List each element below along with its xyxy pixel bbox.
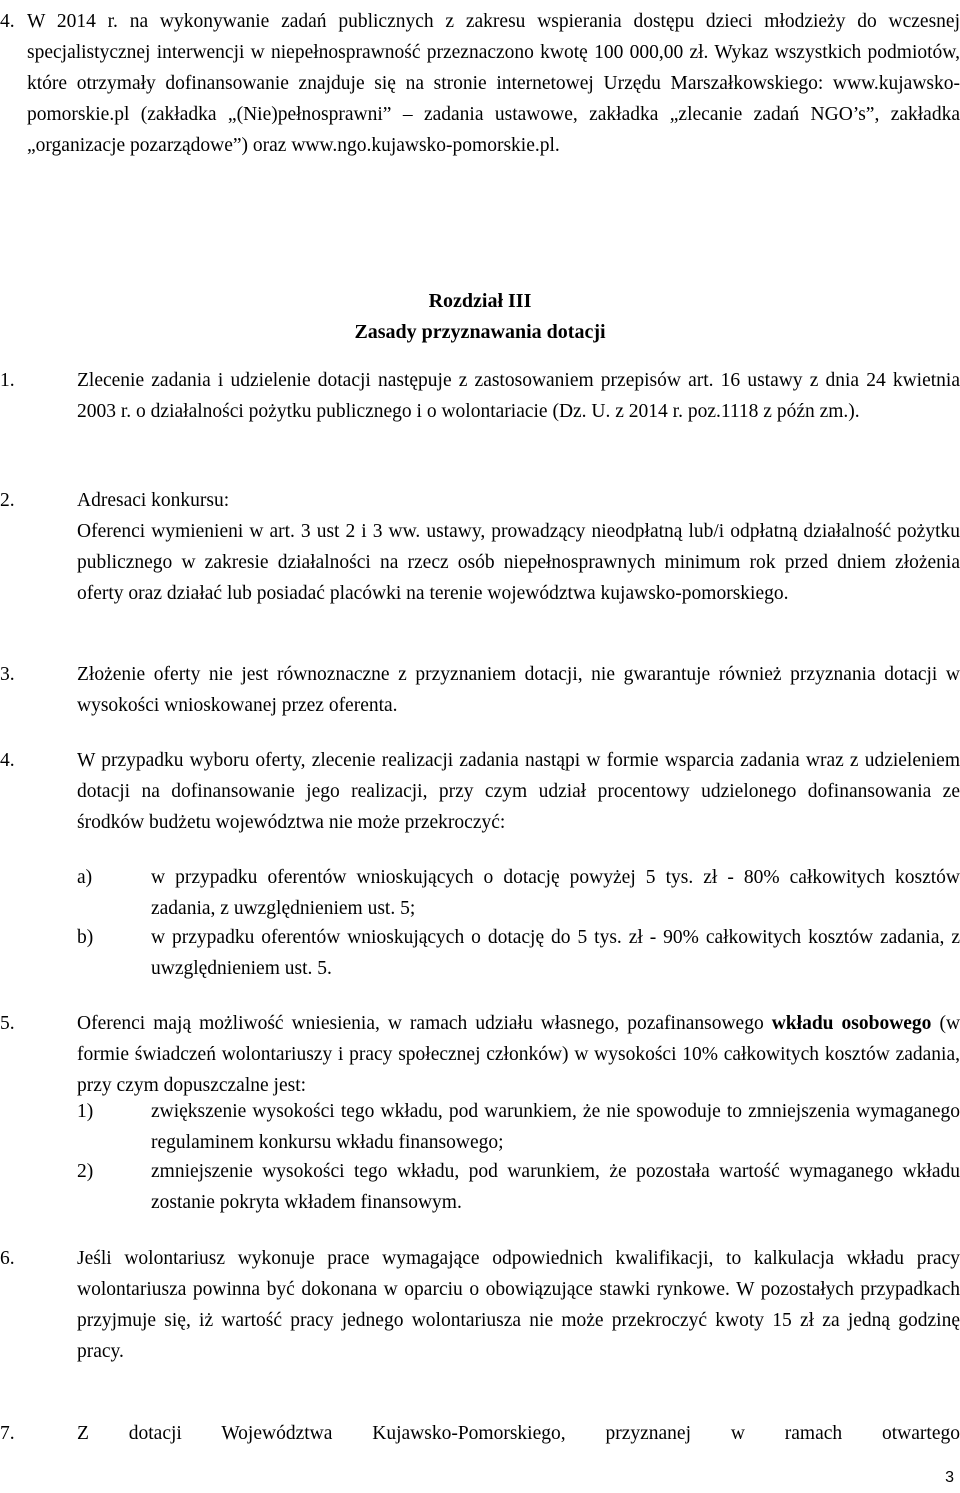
sub-item-label: 1) <box>77 1101 94 1122</box>
page-number: 3 <box>945 1469 954 1486</box>
paragraph-text: Jeśli wolontariusz wykonuje prace wymagające odpowiednich kwalifikacji, to kalkulacja wkładu pracy wolontariusza powinna być dokonana w oparciu o obowiązujące stawki rynkowe. W pozostałych przypadkach przyjmuje się, iż wartość pracy jednego wolontariusza nie może przekroczyć kwoty 15 zł za jedną godzinę pracy. <box>77 1248 960 1362</box>
paragraph-text-part: Oferenci mają możliwość wniesienia, w ramach udziału własnego, pozafinansowego <box>77 1013 764 1034</box>
item-number: 4. <box>0 750 15 771</box>
paragraph-text: W przypadku wyboru oferty, zlecenie realizacji zadania nastąpi w formie wsparcia zadania wraz z udzieleniem dotacji na dofinansowanie jego realizacji, przy czym udział procentowy udzielonego dofinansowania ze środków budżetu województwa nie może przekroczyć: <box>77 750 960 833</box>
sub-item-text: w przypadku oferentów wnioskujących o dotację do 5 tys. zł - 90% całkowitych kosztów zadania, z uwzględnieniem ust. 5. <box>151 927 960 979</box>
item-number: 3. <box>0 664 15 685</box>
item-number: 6. <box>0 1248 15 1269</box>
paragraph-text: Z dotacji Województwa Kujawsko-Pomorskiego, przyznanej w ramach otwartego <box>77 1423 960 1444</box>
item-number: 7. <box>0 1423 15 1444</box>
sub-item-text: zwiększenie wysokości tego wkładu, pod warunkiem, że nie spowoduje to zmniejszenia wymaganego regulaminem konkursu wkładu finansowego; <box>151 1101 960 1153</box>
sub-item-label: 2) <box>77 1161 94 1182</box>
sub-item-text: zmniejszenie wysokości tego wkładu, pod warunkiem, że pozostała wartość wymaganego wkładu zostanie pokryta wkładem finansowym. <box>151 1161 960 1213</box>
paragraph-item-4-top <box>0 6 960 192</box>
bold-phrase: wkładu osobowego <box>771 1013 932 1034</box>
paragraph-text: Złożenie oferty nie jest równoznaczne z przyznaniem dotacji, nie gwarantuje również przyznania dotacji w wysokości wnioskowanej przez oferenta. <box>77 664 960 716</box>
sub-item-label: b) <box>77 927 94 948</box>
sub-item-label: a) <box>77 867 93 888</box>
chapter-title: Rozdział III <box>428 290 532 312</box>
item-number: 5. <box>0 1013 15 1034</box>
paragraph-text <box>77 1008 960 1101</box>
sub-item-text: w przypadku oferentów wnioskujących o dotację powyżej 5 tys. zł - 80% całkowitych kosztów zadania, z uwzględnieniem ust. 5; <box>151 867 960 919</box>
item-heading: Adresaci konkursu: <box>77 490 230 511</box>
item-number: 2. <box>0 490 15 511</box>
paragraph-text-part: (w formie świadczeń wolontariuszy i pracy społecznej członków) w wysokości 10% całkowitych kosztów zadania, przy czym dopuszczalne jest: <box>77 1013 960 1096</box>
item-number: 1. <box>0 370 15 391</box>
paragraph-text: Zlecenie zadania i udzielenie dotacji następuje z zastosowaniem przepisów art. 16 ustawy z dnia 24 kwietnia 2003 r. o działalności pożytku publicznego i o wolontariacie (Dz. U. z 2014 r. poz.1118 z późn zm.). <box>77 370 960 422</box>
item-number: 4. <box>0 11 15 32</box>
paragraph-text: W 2014 r. na wykonywanie zadań publicznych z zakresu wspierania dostępu dzieci młodzieży do wczesnej specjalistycznej interwencji w niepełnosprawność przeznaczono kwotę 100 000,00 zł. Wykaz wszystkich podmiotów, które otrzymały dofinansowanie znajduje się na stronie internetowej Urzędu Marszałkowskiego: www.kujawsko-pomorskie.pl (zakładka „(Nie)pełnosprawni” – zadania ustawowe, zakładka „zlecanie zadań NGO’s”, zakładka „organizacje pozarządowe”) oraz www.ngo.kujawsko-pomorskie.pl. <box>27 11 960 156</box>
chapter-subtitle: Zasady przyznawania dotacji <box>354 321 606 343</box>
paragraph-text: Oferenci wymienieni w art. 3 ust 2 i 3 ww. ustawy, prowadzący nieodpłatną lub/i odpłatną działalność pożytku publicznego w zakresie działalności na rzecz osób niepełnosprawnych minimum rok przed dniem złożenia oferty oraz działać lub posiadać placówki na terenie województwa kujawsko-pomorskiego. <box>77 521 960 604</box>
